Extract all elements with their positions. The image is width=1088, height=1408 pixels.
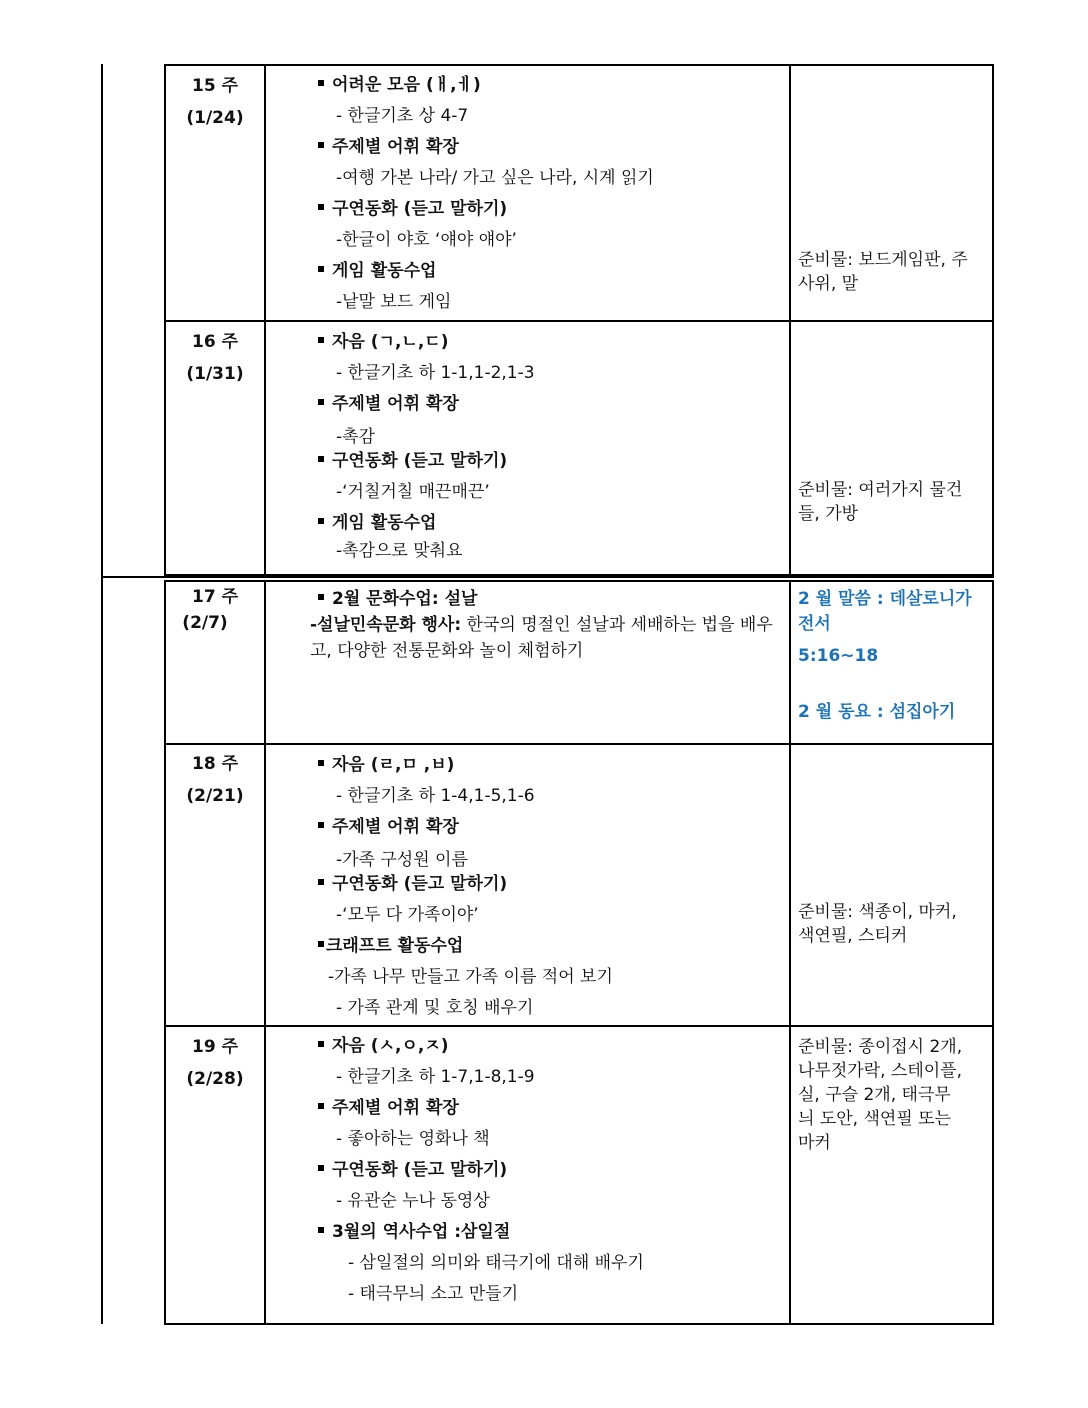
week-label: 17 주 — [192, 587, 238, 607]
table-2-col-divider-1 — [264, 580, 266, 1325]
list-item: - 유관순 누나 동영상 — [336, 1191, 490, 1211]
list-item: - 삼일절의 의미와 태극기에 대해 배우기 — [348, 1253, 644, 1273]
list-item: 자음 (ㄹ,ㅁ ,ㅂ) — [318, 750, 786, 781]
week-label: 16 주 — [192, 332, 238, 352]
list-item: 2월 문화수업: 설날 — [306, 586, 784, 612]
bullet-icon — [318, 399, 324, 405]
week-cell-17 — [166, 584, 264, 636]
bullet-icon — [318, 1227, 324, 1233]
list-item: -촉감으로 맞춰요 — [336, 541, 463, 561]
bullet-icon — [318, 594, 324, 600]
list-item: -여행 가본 나라/ 가고 싶은 나라, 시계 읽기 — [336, 168, 654, 188]
week-date: (2/28) — [186, 1069, 244, 1089]
content-cell-15 — [318, 70, 786, 318]
list-item: -가족 나무 만들고 가족 이름 적어 보기 — [328, 967, 613, 987]
monthly-song: 2 월 동요 : 섬집아기 — [798, 702, 956, 722]
week-date: (2/7) — [182, 613, 228, 633]
content-cell-19 — [318, 1031, 786, 1310]
table-2-col-divider-2 — [789, 580, 791, 1325]
bullet-icon — [318, 941, 324, 947]
bullet-icon — [318, 204, 324, 210]
content-cell-17 — [306, 586, 784, 664]
table-1-row-divider — [164, 320, 994, 322]
left-margin-line-lower — [101, 578, 103, 1324]
list-item: 크래프트 활동수업 — [318, 931, 786, 962]
table-2-top-rule — [101, 576, 994, 578]
list-item: 주제별 어휘 확장 — [318, 389, 786, 420]
week-cell-15 — [166, 70, 264, 134]
week-cell-16 — [166, 326, 264, 390]
table-2-row-divider-2 — [164, 1025, 994, 1027]
list-item: -한글이 야호 ‘얘야 얘야’ — [336, 230, 517, 250]
content-cell-18 — [318, 750, 786, 1024]
event-description: -설날민속문화 행사: 한국의 명절인 설날과 세배하는 법을 배우고, 다양한 전통문화와 놀이 체험하기 — [310, 615, 773, 661]
bullet-icon — [318, 1041, 324, 1047]
week-label: 18 주 — [192, 754, 238, 774]
monthly-verse-ref: 5:16~18 — [798, 646, 879, 666]
week-date: (1/31) — [186, 364, 244, 384]
bullet-icon — [318, 822, 324, 828]
bullet-icon — [318, 142, 324, 148]
bullet-icon — [318, 80, 324, 86]
list-item: 3월의 역사수업 :삼일절 — [318, 1217, 786, 1248]
list-item: 주제별 어휘 확장 — [318, 132, 786, 163]
list-item: 구연동화 (듣고 말하기) — [318, 1155, 786, 1186]
content-cell-16 — [318, 327, 786, 563]
bullet-icon — [318, 760, 324, 766]
list-item: - 좋아하는 영화나 책 — [336, 1129, 490, 1149]
bullet-icon — [318, 1103, 324, 1109]
bullet-icon — [318, 1165, 324, 1171]
week-label: 19 주 — [192, 1037, 238, 1057]
monthly-verse-label: 2 월 말씀 : 데살로니가전서 — [798, 589, 972, 634]
notes-cell-17 — [798, 587, 983, 729]
list-item: - 가족 관계 및 호칭 배우기 — [336, 998, 534, 1018]
list-item: 주제별 어휘 확장 — [318, 1093, 786, 1124]
list-item: 자음 (ㅅ,ㅇ,ㅈ) — [318, 1031, 786, 1062]
week-cell-18 — [166, 748, 264, 812]
list-item: -‘모두 다 가족이야’ — [336, 905, 479, 925]
notes-cell-15: 준비물: 보드게임판, 주사위, 말 — [798, 250, 968, 294]
bullet-icon — [318, 266, 324, 272]
table-2-row-divider-1 — [164, 743, 994, 745]
list-item: 구연동화 (듣고 말하기) — [318, 446, 786, 477]
list-item: - 한글기초 하 1-7,1-8,1-9 — [336, 1067, 535, 1087]
week-date: (2/21) — [186, 786, 244, 806]
list-item: 구연동화 (듣고 말하기) — [318, 194, 786, 225]
list-item: 자음 (ㄱ,ㄴ,ㄷ) — [318, 327, 786, 358]
notes-cell-19: 준비물: 종이접시 2개, 나무젓가락, 스테이플, 실, 구슬 2개, 태극무늬 도안, 색연필 또는 마커 — [798, 1037, 963, 1153]
notes-cell-18: 준비물: 색종이, 마커, 색연필, 스티커 — [798, 902, 957, 946]
list-item: 게임 활동수업 — [318, 508, 786, 539]
week-label: 15 주 — [192, 76, 238, 96]
bullet-icon — [318, 879, 324, 885]
list-item: - 한글기초 상 4-7 — [336, 106, 469, 126]
list-item: 주제별 어휘 확장 — [318, 812, 786, 843]
bullet-icon — [318, 518, 324, 524]
notes-cell-16: 준비물: 여러가지 물건들, 가방 — [798, 480, 963, 524]
list-item: -가족 구성원 이름 — [336, 850, 468, 870]
list-item: - 태극무늬 소고 만들기 — [348, 1284, 519, 1304]
left-margin-line-upper — [101, 64, 103, 576]
list-item: 게임 활동수업 — [318, 256, 786, 287]
bullet-icon — [318, 456, 324, 462]
list-item: -낱말 보드 게임 — [336, 292, 452, 312]
week-date: (1/24) — [186, 108, 244, 128]
week-cell-19 — [166, 1031, 264, 1095]
list-item: 어려운 모음 (ㅐ,ㅔ) — [318, 70, 786, 101]
bullet-icon — [318, 337, 324, 343]
list-item: -‘거칠거칠 매끈매끈’ — [336, 482, 490, 502]
list-item: 구연동화 (듣고 말하기) — [318, 869, 786, 900]
list-item: -촉감 — [336, 427, 375, 447]
list-item: - 한글기초 하 1-1,1-2,1-3 — [336, 363, 535, 383]
list-item: - 한글기초 하 1-4,1-5,1-6 — [336, 786, 535, 806]
